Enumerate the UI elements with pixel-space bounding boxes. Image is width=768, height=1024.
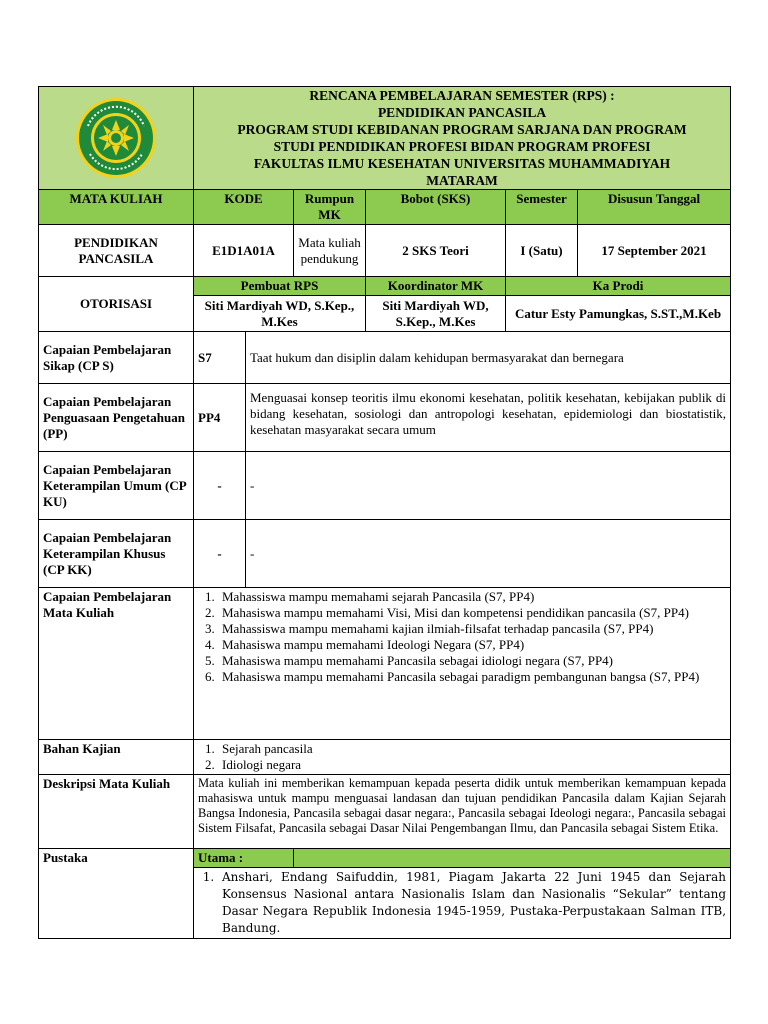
col-header-mata-kuliah: MATA KULIAH (39, 190, 194, 225)
list-item: 1. Mahassiswa mampu memahami sejarah Pancasila (S7, PP4) (218, 589, 726, 605)
pustaka-list-cell (194, 868, 731, 939)
cp-ku-text: - (246, 452, 731, 520)
col-header-semester: Semester (506, 190, 578, 225)
list-item: 1. Anshari, Endang Saifuddin, 1981, Piagam Jakarta 22 Juni 1945 dan Sejarah Konsensus Nasional antara Nasionalis Islam dan Nasionalis “Sekular” tentang Dasar Negara Republik Indonesia 1945-1959, Pustaka-Perpustakaan Salman ITB, Bandung. (218, 869, 726, 937)
bahan-kajian-cell (194, 740, 731, 775)
cp-pp-code: PP4 (194, 384, 246, 452)
list-item: 6. Mahasiswa mampu memahami Pancasila sebagai paradigm pembangunan bangsa (S7, PP4) (218, 669, 726, 685)
list-item: 5. Mahasiswa mampu memahami Pancasila sebagai idiologi negara (S7, PP4) (218, 653, 726, 669)
cp-sikap-code: S7 (194, 332, 246, 384)
pembuat-rps-label: Pembuat RPS (194, 277, 366, 296)
pustaka-utama-bar (294, 849, 731, 868)
cp-kk-code: - (194, 520, 246, 588)
list-item: 4. Mahasiswa mampu memahami Ideologi Negara (S7, PP4) (218, 637, 726, 653)
pustaka-list (198, 869, 726, 937)
bahan-kajian-label: Bahan Kajian (39, 740, 194, 775)
course-code: E1D1A01A (194, 225, 294, 277)
deskripsi-text: Mata kuliah ini memberikan kemampuan kepada peserta didik untuk memberikan kemampuan kepada mahasiswa untuk mampu menguasai landasan dan tujuan pendidikan Pancasila dalam Kajian Sejarah Bangsa Indonesia, Pancasila sebagai dasar negara:, Pancasila sebagai Ideologi negara:, Pancasila sebagai Sistem Filsafat, Pancasila sebagai Dasar Nilai Pengembangan Ilmu, dan Pancasila sebagai Sistem Etika. (194, 775, 731, 849)
col-header-rumpun: Rumpun MK (294, 190, 366, 225)
pembuat-rps-name: Siti Mardiyah WD, S.Kep., M.Kes (194, 296, 366, 332)
col-header-kode: KODE (194, 190, 294, 225)
pustaka-utama-label: Utama : (194, 849, 294, 868)
cp-sikap-label: Capaian Pembelajaran Sikap (CP S) (39, 332, 194, 384)
cp-sikap-text: Taat hukum dan disiplin dalam kehidupan bermasyarakat dan bernegara (246, 332, 731, 384)
cpmk-label: Capaian Pembelajaran Mata Kuliah (39, 588, 194, 740)
pustaka-label: Pustaka (39, 849, 194, 939)
cp-kk-text: - (246, 520, 731, 588)
cp-ku-code: - (194, 452, 246, 520)
koordinator-label: Koordinator MK (366, 277, 506, 296)
logo-cell (39, 87, 194, 190)
list-item: 3. Mahassiswa mampu memahami kajian ilmiah-filsafat terhadap pancasila (S7, PP4) (218, 621, 726, 637)
cp-pp-text: Menguasai konsep teoritis ilmu ekonomi kesehatan, politik kesehatan, kebijakan publik di bidang kesehatan, sosiologi dan antropologi kesehatan, epidemiologi dan biostatistik, kesehatan masyarakat secara umum (246, 384, 731, 452)
course-bobot: 2 SKS Teori (366, 225, 506, 277)
course-name: PENDIDIKAN PANCASILA (39, 225, 194, 277)
list-item: 1. Sejarah pancasila (218, 741, 726, 757)
university-seal-logo (46, 96, 186, 180)
col-header-disusun: Disusun Tanggal (578, 190, 731, 225)
cpmk-list (198, 589, 726, 685)
course-semester: I (Satu) (506, 225, 578, 277)
list-item: 2. Idiologi negara (218, 757, 726, 773)
bahan-kajian-list (198, 741, 726, 773)
course-rumpun: Mata kuliah pendukung (294, 225, 366, 277)
cp-pp-label: Capaian Pembelajaran Penguasaan Pengetahuan (PP) (39, 384, 194, 452)
list-item: 2. Mahasiswa mampu memahami Visi, Misi dan kompetensi pendidikan pancasila (S7, PP4) (218, 605, 726, 621)
col-header-bobot: Bobot (SKS) (366, 190, 506, 225)
kaprodi-name: Catur Esty Pamungkas, S.ST.,M.Keb (506, 296, 731, 332)
koordinator-name: Siti Mardiyah WD, S.Kep., M.Kes (366, 296, 506, 332)
deskripsi-label: Deskripsi Mata Kuliah (39, 775, 194, 849)
course-tanggal: 17 September 2021 (578, 225, 731, 277)
rps-table (38, 86, 731, 939)
document-title: RENCANA PEMBELAJARAN SEMESTER (RPS) : PENDIDIKAN PANCASILA PROGRAM STUDI KEBIDANAN PROGRAM SARJANA DAN PROGRAM STUDI PENDIDIKAN PROFESI BIDAN PROGRAM PROFESI FAKULTAS ILMU KESEHATAN UNIVERSITAS MUHAMMADIYAH MATARAM (194, 87, 731, 190)
kaprodi-label: Ka Prodi (506, 277, 731, 296)
cp-ku-label: Capaian Pembelajaran Keterampilan Umum (CP KU) (39, 452, 194, 520)
otorisasi-label: OTORISASI (39, 277, 194, 332)
cpmk-list-cell (194, 588, 731, 740)
cp-kk-label: Capaian Pembelajaran Keterampilan Khusus (CP KK) (39, 520, 194, 588)
